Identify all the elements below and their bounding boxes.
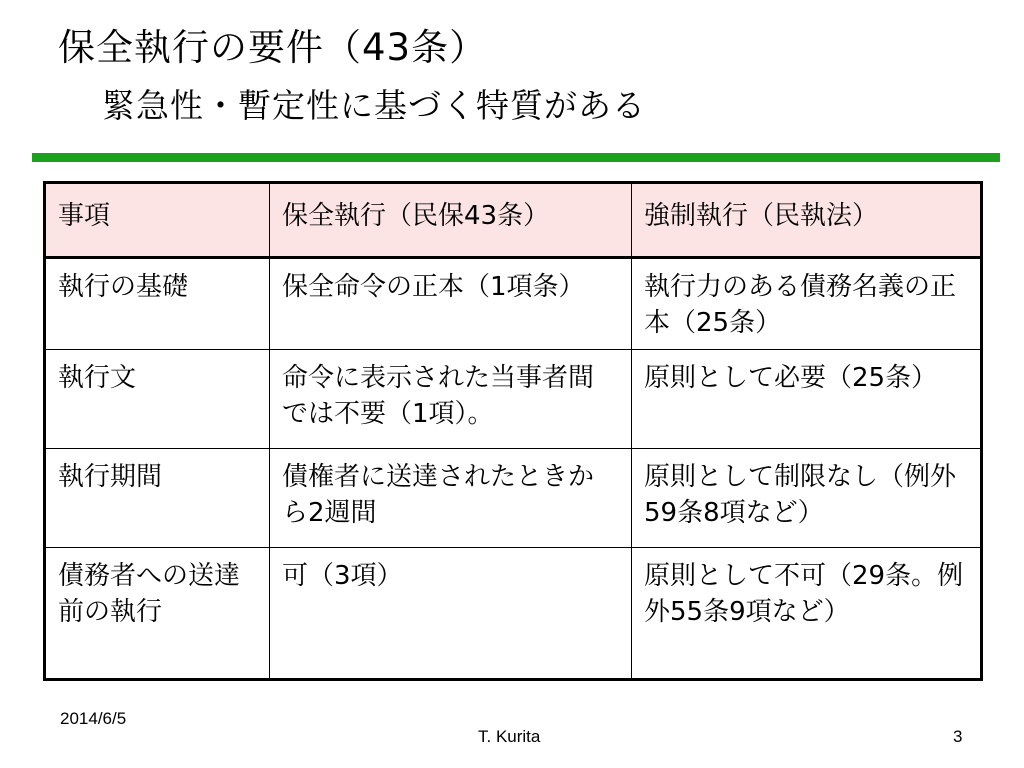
table-header-row xyxy=(45,183,982,258)
page-number: 3 xyxy=(953,727,963,746)
compulsory-cell: 原則として制限なし（例外59条8項など） xyxy=(632,449,982,548)
header-compulsory-execution: 強制執行（民執法） xyxy=(632,183,982,258)
slide-title: 保全執行の要件（43条） xyxy=(58,26,488,69)
row-label: 執行の基礎 xyxy=(45,258,270,350)
row-label: 執行文 xyxy=(45,350,270,449)
preservation-cell: 命令に表示された当事者間では不要（1項）。 xyxy=(270,350,632,449)
compulsory-cell: 原則として不可（29条。例外55条9項など） xyxy=(632,548,982,680)
preservation-cell: 債権者に送達されたときから2週間 xyxy=(270,449,632,548)
table-row xyxy=(45,258,982,350)
header-preservation-execution: 保全執行（民保43条） xyxy=(270,183,632,258)
preservation-cell: 可（3項） xyxy=(270,548,632,680)
green-divider xyxy=(32,153,1000,162)
footer-date: 2014/6/5 xyxy=(60,709,127,728)
comparison-table xyxy=(43,181,983,681)
compulsory-cell: 執行力のある債務名義の正本（25条） xyxy=(632,258,982,350)
row-label: 執行期間 xyxy=(45,449,270,548)
table-row xyxy=(45,449,982,548)
table-row xyxy=(45,350,982,449)
header-item: 事項 xyxy=(45,183,270,258)
row-label: 債務者への送達前の執行 xyxy=(45,548,270,680)
compulsory-cell: 原則として必要（25条） xyxy=(632,350,982,449)
preservation-cell: 保全命令の正本（1項条） xyxy=(270,258,632,350)
footer-author: T. Kurita xyxy=(478,727,541,746)
slide-subtitle: 緊急性・暫定性に基づく特質がある xyxy=(102,86,646,125)
table-row xyxy=(45,548,982,680)
